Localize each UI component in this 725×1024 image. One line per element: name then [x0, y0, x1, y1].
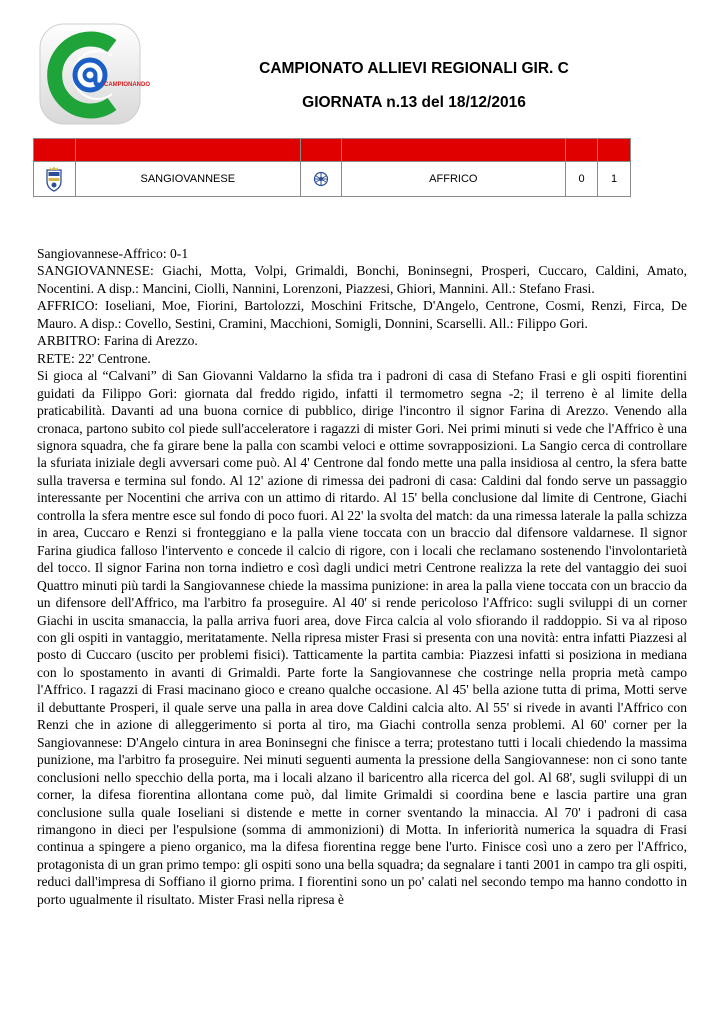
matchday-title: GIORNATA n.13 del 18/12/2016	[302, 94, 526, 111]
home-team-crest-icon	[45, 166, 63, 192]
away-score: 1	[598, 162, 631, 197]
championship-title: CAMPIONATO ALLIEVI REGIONALI GIR. C	[259, 60, 569, 77]
home-team-name: SANGIOVANNESE	[75, 162, 300, 197]
away-team-crest-cell	[300, 162, 341, 197]
away-team-crest-icon	[312, 171, 330, 187]
results-header-row	[34, 139, 631, 162]
logo-text: CAMPIONANDO	[104, 82, 150, 88]
report-score-line: Sangiovannese-Affrico: 0-1	[37, 246, 189, 261]
results-table	[33, 138, 631, 197]
match-report	[37, 245, 687, 908]
away-team-name: AFFRICO	[341, 162, 566, 197]
home-score: 0	[566, 162, 598, 197]
table-row	[34, 162, 631, 197]
report-text: Si gioca al “Calvani” di San Giovanni Valdarno la sfida tra i padroni di casa di Stefano Frasi e gli ospiti fiorentini guidati da Filippo Gori: giornata dal freddo rigido, infatti il termometro segna -2; il terreno è al limite della praticabilità. Davanti ad una buona cornice di pubblico, dirige l'incontro il signor Farina di Arezzo. Venendo alla cronaca, partono subito col piede sull'acceleratore i ragazzi di mister Gori. Nei primi minuti si vede che l'Affrico è una signora squadra, che fa girare bene la palla con scambi veloci e ottime sovrapposizioni. La Sangio cerca di controllare la sfuriata iniziale degli avversari come può. Al 4' Centrone dal fondo mette una palla insidiosa al centro, la sfera batte sulla traversa e termina sul fondo. Al 12' azione di rimessa dei padroni di casa: Caldini dal fondo serve un passaggio interessante per Nocentini che arriva con un attimo di ritardo. Al 15' bella conclusione dal limite di Centrone, Giachi controlla la sfera mentre esce sul fondo di poco fuori. Al 22' la svolta del match: da una rimessa laterale la palla schizza in area, Cuccaro e Renzi si fronteggiano e la palla viene toccata con un braccio dal difensore valdarnese. Il signor Farina giudica falloso l'intervento e concede il calcio di rigore, con i locali che reclamano sostenendo l'involontarietà del tocco. Il signor Farina non torna indietro e così dagli undici metri Centrone realizza la rete del vantaggio dei suoi Quattro minuti più tardi la Sangiovannese chiede la massima punizione: in area la palla viene toccata con un braccio da un difensore dell'Affrico, ma l'arbitro fa proseguire. Al 40' si rende pericoloso l'Affrico: sugli sviluppi di un corner Giachi in uscita smanaccia, la palla arriva fuori area, dove Firca calcia al volo sfiorando il raddoppio. Si va al riposo con gli ospiti in vantaggio, meritatamente. Nella ripresa mister Frasi si presenta con una novità: entra infatti Piazzesi al posto di Cuccaro (uscito per problemi fisici). Tatticamente la partita cambia: Piazzesi infatti si posiziona in mediana con lo spostamento in avanti di Grimaldi. Parte forte la Sangiovannese che costringe nella propria metà campo l'Affrico. I ragazzi di Frasi macinano gioco e creano qualche occasione. Al 45' bella azione tutta di prima, Motti serve il debuttante Prosperi, il quale serve una palla in area dove Caldini calcia alto. Al 55' si rivede in avanti l'Affrico con Renzi che in azione di alleggerimento si porta al tiro, ma Giachi controlla senza problemi. Al 60' corner per la Sangiovannese: D'Angelo cintura in area Boninsegni che finisce a terra; protestano tutti i locali chiedendo la massima punizione, ma l'arbitro fa proseguire. Nei minuti seguenti aumenta la pressione della Sangiovannese: non ci sono tante conclusioni nello specchio della porta, ma i locali alzano il baricentro alla ricerca del gol. Al 68', sugli sviluppi di un corner, la difesa fiorentina allontana come può, dal limite Grimaldi si coordina bene e lascia partire una gran conclusione sulla quale Ioseliani si distende e mette in corner sventando la minaccia. Al 70' i padroni di casa rimangono in dieci per l'espulsione (somma di ammonizioni) di Motta. In inferiorità numerica la squadra di Frasi continua a spingere a pieno organico, ma la difesa fiorentina regge bene l'urto. Finisce così uno a zero per l'Affrico, protagonista di un gran primo tempo: gli ospiti sono una bella squadra; da segnalare i tanti 2001 in campo tra gli ospiti, reduci dall'impresa di Soffiano il giorno prima. I fiorentini sono un po' calati nel secondo tempo ma hanno condotto in porto ugualmente il risultato. Mister Frasi nella ripresa è	[37, 368, 687, 907]
report-home-lineup: SANGIOVANNESE: Giachi, Motta, Volpi, Grimaldi, Bonchi, Boninsegni, Prosperi, Cuccaro, Caldini, Amato, Nocentini. A disp.: Mancini, Ciolli, Nannini, Lorenzoni, Piazzesi, Ghiori, Mannini. All.: Stefano Frasi.	[37, 263, 687, 296]
home-team-crest-cell	[34, 162, 76, 197]
report-referee: ARBITRO: Farina di Arezzo.	[37, 333, 198, 349]
report-away-lineup: AFFRICO: Ioseliani, Moe, Fiorini, Bartolozzi, Moschini Fritsche, D'Angelo, Centrone, Cosmi, Renzi, Firca, De Mauro. A disp.: Covello, Sestini, Cramini, Macchioni, Somigli, Donnini, Scarselli. All.: Filippo Gori.	[37, 298, 687, 331]
campionando-logo	[38, 22, 150, 126]
report-goals: RETE: 22' Centrone.	[37, 350, 151, 366]
